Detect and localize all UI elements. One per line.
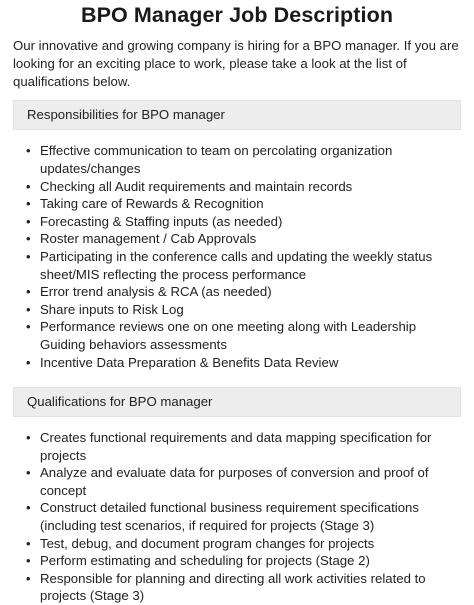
list-item-text: Test, debug, and document program changes for projects	[40, 535, 375, 551]
qualifications-header: Qualifications for BPO manager	[13, 387, 461, 417]
list-item	[26, 195, 457, 213]
list-item	[26, 552, 457, 570]
list-item-text: Analyze and evaluate data for purposes of conversion and proof of concept	[40, 465, 429, 498]
bullet-icon: •	[26, 143, 31, 159]
list-item	[26, 318, 457, 353]
bullet-icon: •	[26, 553, 31, 569]
bullet-icon: •	[26, 430, 31, 446]
bullet-icon: •	[26, 301, 31, 317]
list-item	[26, 213, 457, 231]
bullet-icon: •	[26, 319, 31, 335]
list-item	[26, 301, 457, 319]
list-item-text: Effective communication to team on percolating organization updates/changes	[40, 143, 393, 176]
list-item	[26, 464, 457, 499]
list-item-text: Share inputs to Risk Log	[40, 301, 184, 317]
list-item-text: Error trend analysis & RCA (as needed)	[40, 284, 272, 300]
list-item-text: Creates functional requirements and data mapping specification for projects	[40, 430, 432, 463]
list-item	[26, 535, 457, 553]
bullet-icon: •	[26, 465, 31, 481]
list-item	[26, 354, 457, 372]
list-item	[26, 429, 457, 464]
list-item-text: Forecasting & Staffing inputs (as needed)	[40, 213, 283, 229]
bullet-icon: •	[26, 570, 31, 586]
list-item	[26, 178, 457, 196]
list-item-text: Performance reviews one on one meeting along with Leadership Guiding behaviors assessments	[40, 319, 417, 352]
list-item	[26, 142, 457, 177]
bullet-icon: •	[26, 196, 31, 212]
intro-paragraph: Our innovative and growing company is hiring for a BPO manager. If you are looking for an exciting place to work, please take a look at the list of qualifications below.	[13, 38, 459, 89]
qualifications-list	[13, 429, 461, 605]
responsibilities-list	[13, 142, 461, 371]
bullet-icon: •	[26, 213, 31, 229]
bullet-icon: •	[26, 231, 31, 247]
list-item-text: Checking all Audit requirements and maintain records	[40, 178, 353, 194]
list-item-text: Perform estimating and scheduling for projects (Stage 2)	[40, 553, 370, 569]
list-item-text: Roster management / Cab Approvals	[40, 231, 257, 247]
list-item-text: Taking care of Rewards & Recognition	[40, 196, 264, 212]
list-item	[26, 283, 457, 301]
list-item-text: Construct detailed functional business requirement specifications (including test scenarios, if required for projects (Stage 3)	[40, 500, 419, 534]
list-item-text: Incentive Data Preparation & Benefits Data Review	[40, 354, 339, 370]
bullet-icon: •	[26, 248, 31, 264]
list-item-text: Participating in the conference calls and updating the weekly status sheet/MIS reflecting the process performance	[40, 248, 433, 282]
bullet-icon: •	[26, 535, 31, 551]
responsibilities-header: Responsibilities for BPO manager	[13, 100, 461, 130]
list-item	[26, 248, 457, 283]
list-item	[26, 499, 457, 534]
bullet-icon: •	[26, 284, 31, 300]
bullet-icon: •	[26, 500, 31, 516]
bullet-icon: •	[26, 354, 31, 370]
list-item-text: Responsible for planning and directing all work activities related to projects (Stage 3)	[40, 570, 426, 604]
list-item	[26, 230, 457, 248]
list-item	[26, 570, 457, 605]
page-title: BPO Manager Job Description	[80, 3, 394, 27]
bullet-icon: •	[26, 178, 31, 194]
